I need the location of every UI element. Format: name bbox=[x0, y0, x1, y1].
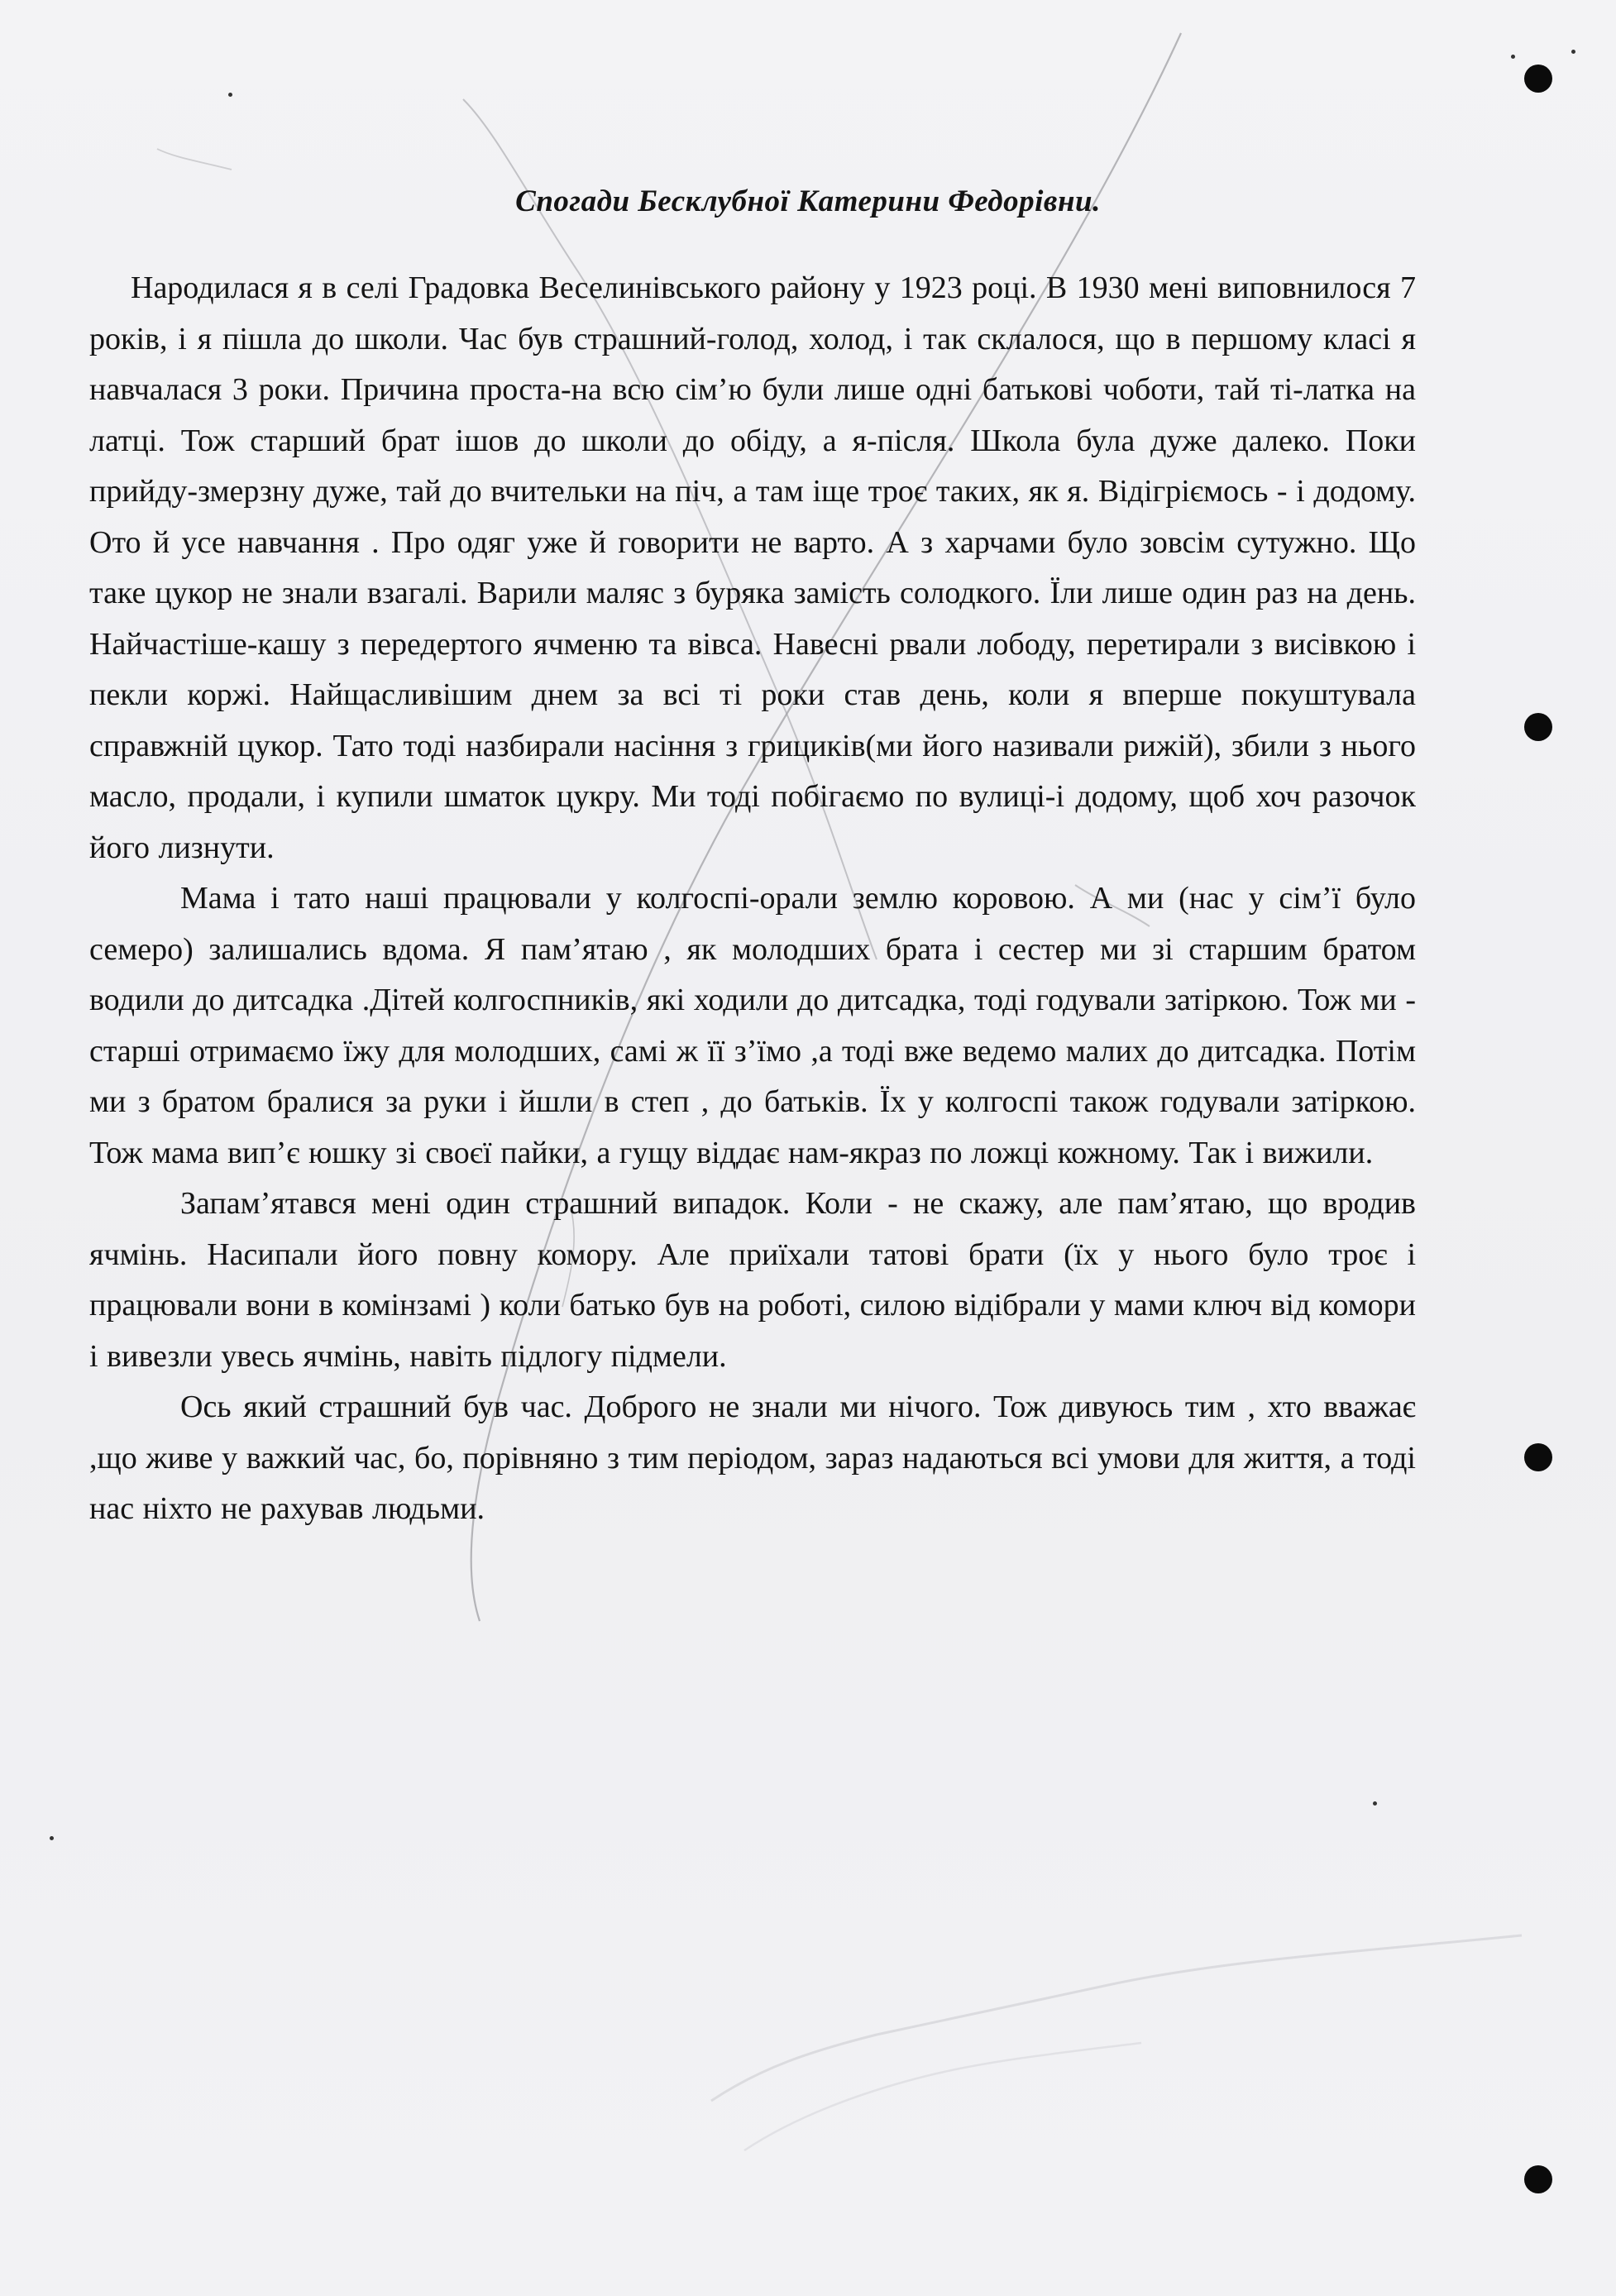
binder-hole-top bbox=[1524, 65, 1552, 93]
document-body bbox=[89, 263, 1416, 1535]
binder-hole-bottom bbox=[1524, 2165, 1552, 2193]
paragraph-1: Народилася я в селі Градовка Веселинівського району у 1923 році. В 1930 мені виповнилося 7 років, і я пішла до школи. Час був страшний-голод, холод, і так склалося, що в першому класі я навчалася 3 роки. Причина проста-на всю сім’ю були лише одні батькові чоботи, тай ті-латка на латці. Тож старший брат ішов до школи до обіду, а я-після. Школа була дуже далеко. Поки прийду-змерзну дуже, тай до вчительки на піч, а там іще троє таких, як я. Відігріємось - і додому. Ото й усе навчання . Про одяг уже й говорити не варто. А з харчами було зовсім сутужно. Що таке цукор не знали взагалі. Варили маляс з буряка замість солодкого. Їли лише один раз на день. Найчастіше-кашу з передертого ячменю та вівса. Навесні рвали лободу, перетирали з висівкою і пекли коржі. Найщасливішим днем за всі ті роки став день, коли я вперше покуштувала справжній цукор. Тато тоді назбирали насіння з грициків(ми його називали рижій), збили з нього масло, продали, і купили шматок цукру. Ми тоді побігаємо по вулиці-і додому, щоб хоч разочок його лизнути. bbox=[89, 270, 1416, 865]
paragraph-2: Мама і тато наші працювали у колгоспі-орали землю коровою. А ми (нас у сім’ї було семеро) залишались вдома. Я пам’ятаю , як молодших брата і сестер ми зі старшим братом водили до дитсадка .Дітей колгоспників, які ходили до дитсадка, тоді годували затіркою. Тож ми - старші отримаємо їжу для молодших, самі ж її з’їмо ,а тоді вже ведемо малих до дитсадка. Потім ми з братом бралися за руки і йшли в степ , до батьків. Їх у колгоспі також годували затіркою. Тож мама вип’є юшку зі своєї пайки, а гущу віддає нам-якраз по ложці кожному. Так і вижили. bbox=[89, 881, 1416, 1170]
document-title: Спогади Бесклубної Катерини Федорівни. bbox=[515, 184, 1101, 218]
paragraph-3: Запам’ятався мені один страшний випадок. Коли - не скажу, але пам’ятаю, що вродив ячмінь. Насипали його повну комору. Але приїхали татові брати (їх у нього було троє і працювали вони в комінзамі ) коли батько був на роботі, силою відібрали у мами ключ від комори і вивезли увесь ячмінь, навіть підлогу підмели. bbox=[89, 1186, 1416, 1374]
speck bbox=[50, 1836, 54, 1840]
binder-hole-lower-middle bbox=[1524, 1443, 1552, 1471]
speck bbox=[1511, 55, 1515, 59]
paragraph-4: Ось який страшний був час. Доброго не знали ми нічого. Тож дивуюсь тим , хто вважає ,що живе у важкий час, бо, порівняно з тим періодом, зараз надаються всі умови для життя, а тоді нас ніхто не рахував людьми. bbox=[89, 1390, 1416, 1526]
speck bbox=[1571, 50, 1575, 54]
binder-hole-upper-middle bbox=[1524, 713, 1552, 741]
speck bbox=[228, 93, 232, 97]
speck bbox=[1373, 1801, 1377, 1806]
